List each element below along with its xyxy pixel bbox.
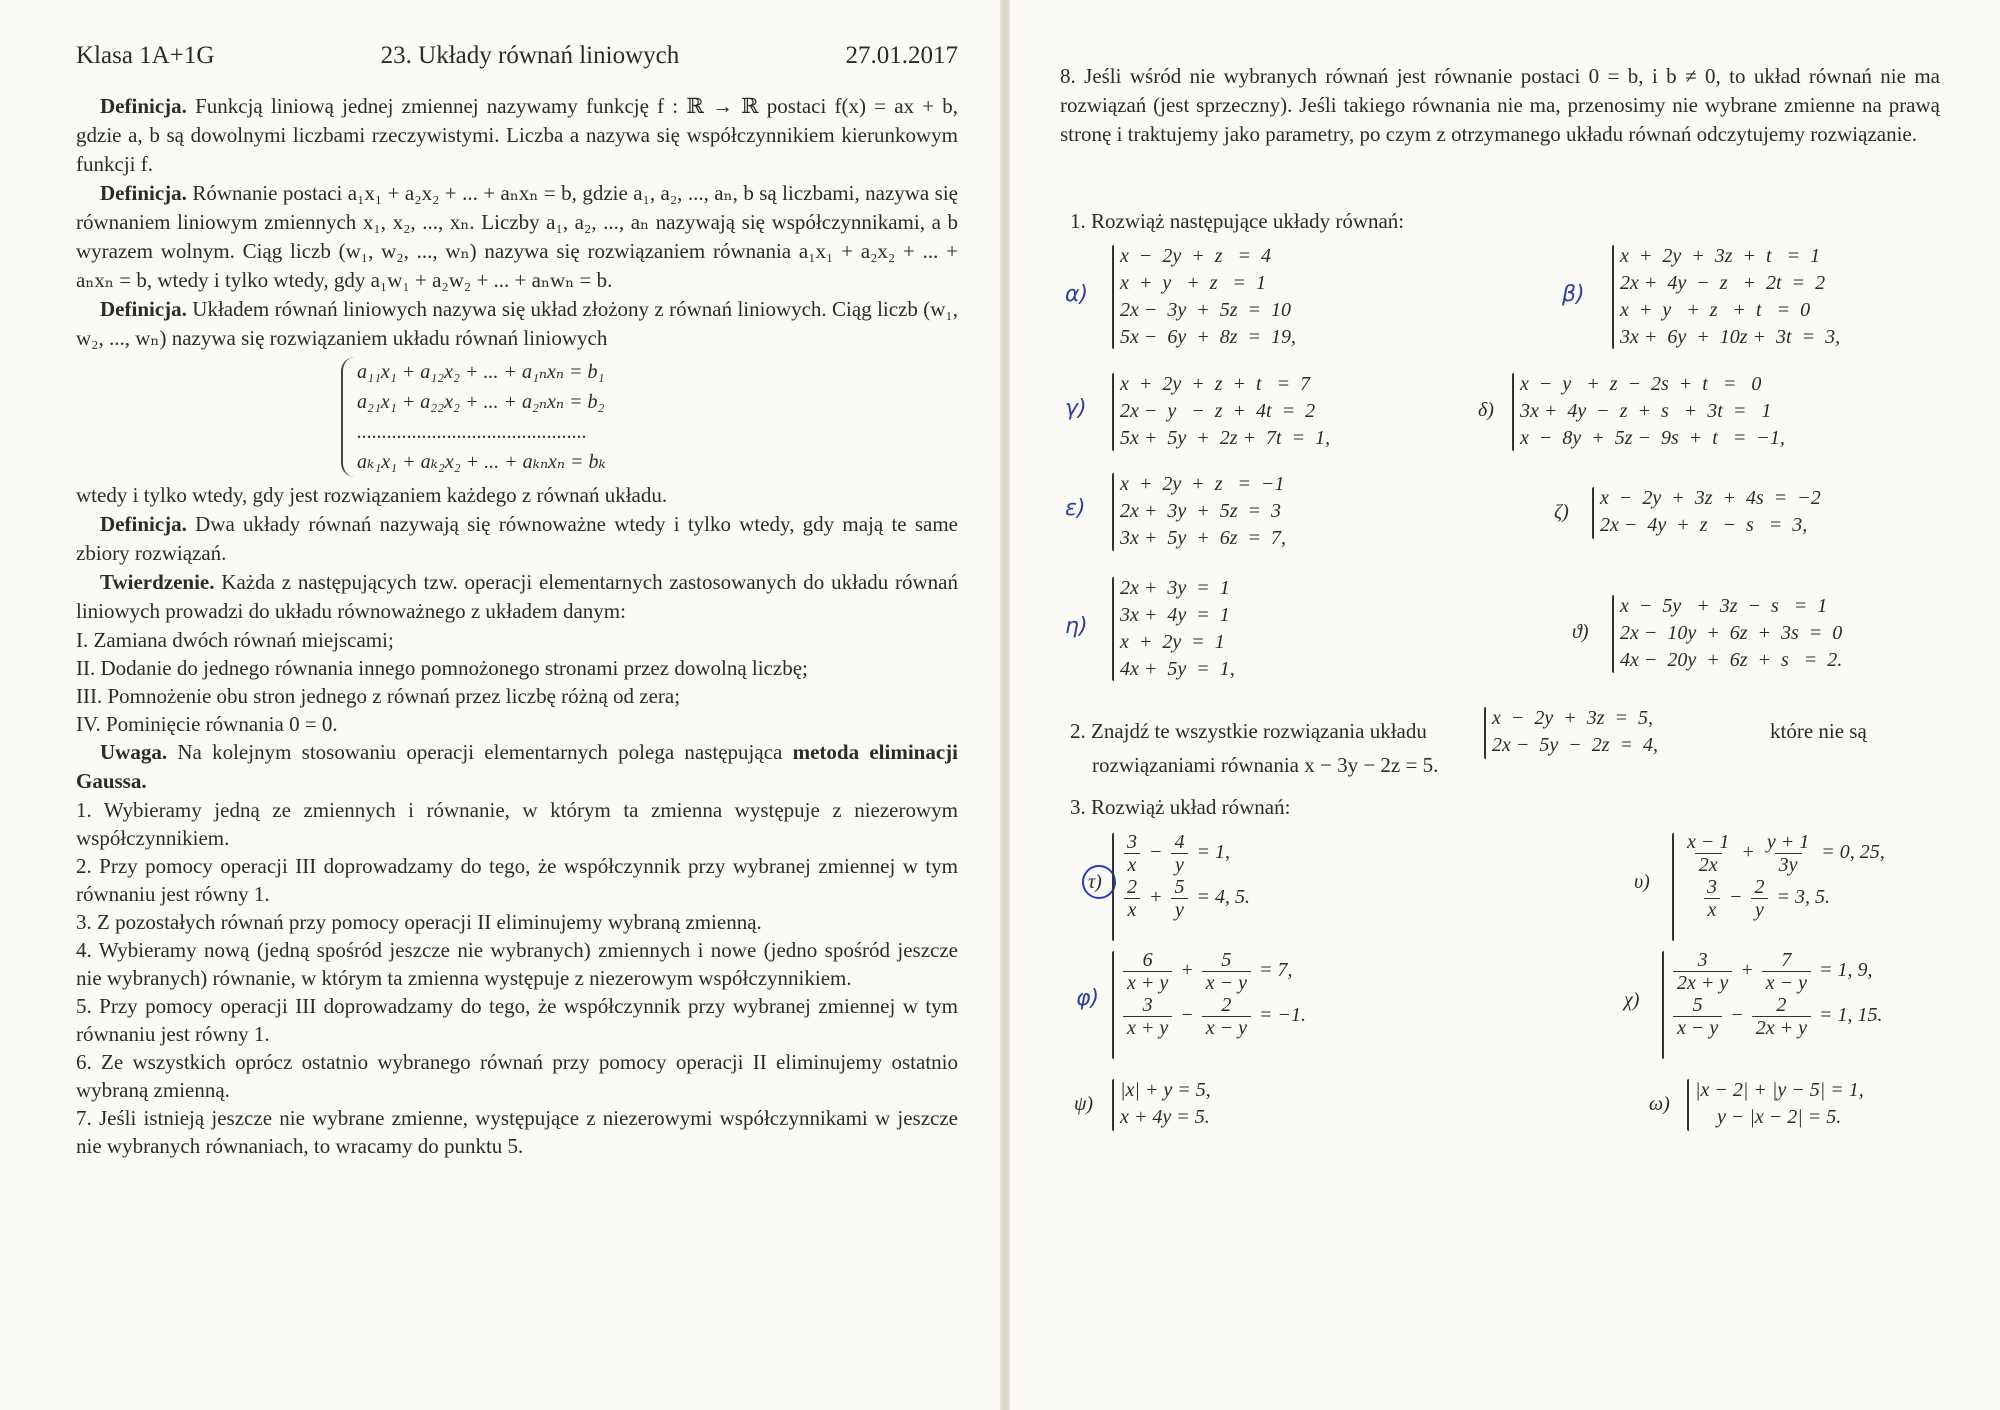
page-title: 23. Układy równań liniowych — [380, 42, 680, 69]
handwritten-epsilon-mark: ε) — [1065, 496, 1086, 521]
class-label: Klasa 1A+1G — [76, 42, 215, 69]
right-page — [1010, 0, 2000, 1410]
operation-4: IV. Pominięcie równania 0 = 0. — [76, 712, 338, 736]
after-system-text: wtedy i tylko wtedy, gdy jest rozwiązaniem każdego z równań układu. — [76, 483, 668, 507]
definition-1: Definicja. Funkcją liniową jednej zmiennej nazywamy funkcję f : ℝ → ℝ postaci f(x) = ax + b, gdzie a, b są dowolnymi liczbami rzeczywistymi. Liczba a nazywa się współczynnikiem kierunkowym funkcji f. — [76, 94, 958, 176]
date-label: 27.01.2017 — [845, 42, 958, 69]
system-chi: χ) $\frac{3}{2x + y}$ + $\frac{7}{x - y}$ = 1, 9, $\frac{5}{x - y}$ − $\frac{2}{2x + y}$ = 1, 15. — [1670, 949, 1883, 1039]
system-psi: ψ) |x| + y = 5, x + 4y = 5. — [1120, 1077, 1211, 1131]
system-eta: η) 2x + 3y = 1 3x + 4y = 1 x + 2y = 1 4x + 5y = 1, — [1065, 577, 1235, 680]
system-upsilon: υ) $\frac{x - 1}{2x}$ + $\frac{y + 1}{3y}$ = 0, 25, $\frac{3}{x}$ − $\frac{2}{y}$ = 3, 5. — [1680, 831, 1885, 921]
operation-3: III. Pomnożenie obu stron jednego z równań przez liczbę różną od zera; — [76, 684, 681, 708]
handwritten-phi-mark: φ) — [1076, 986, 1100, 1011]
system-zeta: ζ) x − 2y + 3z + 4s = −2 2x − 4y + z − s = 3, — [1600, 485, 1821, 539]
operation-2: II. Dodanie do jednego równania innego pomnożonego stronami przez dowolną liczbę; — [76, 656, 808, 680]
system-tau: τ) $\frac{3}{x}$ − $\frac{4}{y}$ = 1, $\frac{2}{x}$ + $\frac{5}{y}$ = 4, 5. — [1120, 831, 1250, 921]
step-1: 1. Wybieramy jedną ze zmiennych i równanie, w którym ta zmienna występuje z niezerowym współczynnikiem. — [76, 798, 958, 850]
definition-3: Definicja. Układem równań liniowych nazywa się układ złożony z równań liniowych. Ciąg liczb (w₁, w₂, ..., wₙ) nazywa się rozwiązaniem układu równań liniowych — [76, 297, 958, 350]
gauss-note: Uwaga. Na kolejnym stosowaniu operacji elementarnych polega następująca metoda eliminacji Gaussa. — [76, 740, 958, 793]
operation-1: I. Zamiana dwóch równań miejscami; — [76, 628, 394, 652]
step-5: 5. Przy pomocy operacji III doprowadzamy do tego, że współczynnik przy wybranej zmiennej w tym równaniu jest równy 1. — [76, 994, 958, 1046]
exercise-1-heading: 1. Rozwiąż następujące układy równań: — [1070, 209, 1405, 233]
step-4: 4. Wybieramy nową (jedną spośród jeszcze nie wybranych) zmiennych i nowe (jedno spośród jeszcze nie wybranych) równanie, w którym ta zmienna występuje z niezerowym współczynnikiem. — [76, 938, 958, 990]
step-2: 2. Przy pomocy operacji III doprowadzamy do tego, że współczynnik przy wybranej zmiennej w tym równaniu jest równy 1. — [76, 854, 958, 906]
system-gamma: γ) x + 2y + z + t = 7 2x − y − z + 4t = 2 5x + 5y + 2z + 7t = 1, — [1065, 373, 1331, 449]
step-7: 7. Jeśli istnieją jeszcze nie wybrane zmienne, występujące z niezerowymi współczynnikami w jeszcze nie wybranych równaniach, to wracamy do punktu 5. — [76, 1106, 958, 1158]
definition-2: Definicja. Równanie postaci a₁x₁ + a₂x₂ + ... + aₙxₙ = b, gdzie a₁, a₂, ..., aₙ, b są liczbami, nazywa się równaniem liniowym zmiennych x₁, x₂, ..., xₙ. Liczby a₁, a₂, ..., aₙ nazywają się współczynnikami, a b wyrazem wolnym. Ciąg liczb (w₁, w₂, ..., wₙ) nazywa się rozwiązaniem równania a₁x₁ + a₂x₂ + ... + aₙxₙ = b, wtedy i tylko wtedy, gdy a₁w₁ + a₂w₂ + ... + aₙwₙ = b. — [76, 181, 958, 292]
system-alpha: α) x − 2y + z = 4 x + y + z = 1 2x − 3y + 5z = 10 5x − 6y + 8z = 19, — [1065, 245, 1297, 348]
step-6: 6. Ze wszystkich oprócz ostatnio wybranego równań przy pomocy operacji II eliminujemy ostatnio wybraną zmienną. — [76, 1050, 958, 1102]
handwritten-gamma-mark: γ) — [1065, 396, 1087, 421]
system-epsilon: ε) x + 2y + z = −1 2x + 3y + 5z = 3 3x + 5y + 6z = 7, — [1065, 473, 1287, 549]
theorem: Twierdzenie. Każda z następujących tzw. operacji elementarnych zastosowanych do układu równań liniowych prowadzi do układu równoważnego z układem danym: — [76, 570, 958, 623]
step-3: 3. Z pozostałych równań przy pomocy operacji II eliminujemy wybraną zmienną. — [76, 910, 762, 934]
book-gutter — [1000, 0, 1010, 1410]
exercise-3-systems — [1060, 821, 1940, 1161]
system-beta: β) x + 2y + 3z + t = 1 2x + 4y − z + 2t = 2 x + y + z + t = 0 3x + 6y + 10z + 3t = 3, — [1562, 245, 1841, 348]
system-theta: ϑ) x − 5y + 3z − s = 1 2x − 10y + 6z + 3s = 0 4x − 20y + 6z + s = 2. — [1572, 595, 1843, 671]
system-omega: ω) |x − 2| + |y − 5| = 1, y − |x − 2| = 5. — [1695, 1077, 1864, 1131]
system-phi: φ) $\frac{6}{x + y}$ + $\frac{5}{x - y}$ = 7, $\frac{3}{x + y}$ − $\frac{2}{x - y}$ = −1. — [1120, 949, 1306, 1039]
exercise-2-system: x − 2y + 3z = 5, 2x − 5y − 2z = 4, — [1492, 705, 1658, 759]
system-delta: δ) x − y + z − 2s + t = 0 3x + 4y − z + s + 3t = 1 x − 8y + 5z − 9s + t = −1, — [1478, 373, 1785, 449]
handwritten-beta-mark: β) — [1562, 282, 1585, 307]
exercise-3-heading: 3. Rozwiąż układ równań: — [1070, 795, 1291, 819]
step-8: 8. Jeśli wśród nie wybranych równań jest równanie postaci 0 = b, i b ≠ 0, to układ równań nie ma rozwiązań (jest sprzeczny). Jeśli takiego równania nie ma, przenosimy nie wybrane zmienne na prawą stronę i traktujemy jako parametry, po czym z otrzymanego układu równań odczytujemy rozwiązanie. — [1060, 64, 1940, 146]
page-header — [76, 42, 958, 70]
exercise-1-systems — [1060, 235, 1940, 705]
general-linear-system: a₁₁x₁ + a₁₂x₂ + ... + a₁ₙxₙ = b₁ a₂₁x₁ + a₂₂x₂ + ... + a₂ₙxₙ = b₂ .............................................. aₖ₁x₁ + aₖ₂x₂ + ... + aₖₙxₙ = bₖ — [341, 357, 958, 477]
definition-4: Definicja. Dwa układy równań nazywają się równoważne wtedy i tylko wtedy, gdy mają te same zbiory rozwiązań. — [76, 512, 958, 565]
exercise-2: 2. Znajdź te wszystkie rozwiązania układu x − 2y + 3z = 5, 2x − 5y − 2z = 4, które nie są rozwiązaniami równania x − 3y − 2z = 5. — [1070, 707, 1867, 777]
handwritten-alpha-mark: α) — [1065, 282, 1089, 307]
handwritten-circle-mark — [1082, 865, 1116, 899]
handwritten-eta-mark: η) — [1065, 614, 1088, 639]
